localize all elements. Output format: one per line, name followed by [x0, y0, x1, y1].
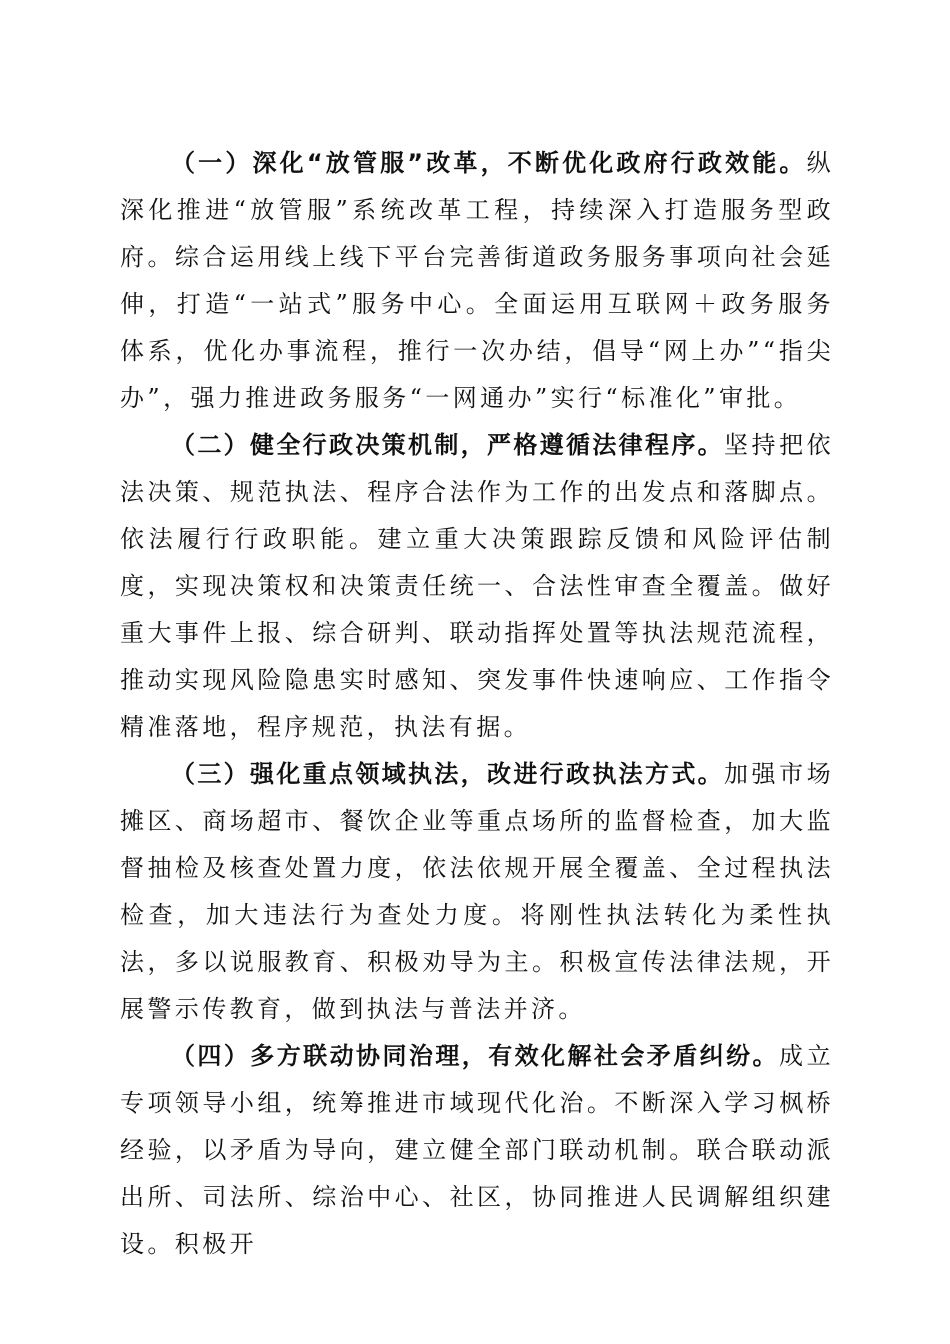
paragraph-4-body: 成立专项领导小组，统筹推进市域现代化治。不断深入学习枫桥经验，以矛盾为导向，建立健全部门联动机制。联合联动派出所、司法所、综治中心、社区，协同推进人民调解组织建设。积极开: [120, 1042, 834, 1258]
paragraph-1-body: 纵深化推进“放管服”系统改革工程，持续深入打造服务型政府。综合运用线上线下平台完善街道政务服务事项向社会延伸，打造“一站式”服务中心。全面运用互联网＋政务服务体系，优化办事流程，推行一次办结，倡导“网上办”“指尖办”，强力推进政务服务“一网通办”实行“标准化”审批。: [120, 149, 834, 412]
paragraph-1: [120, 140, 834, 422]
paragraph-3-body: 加强市场摊区、商场超市、餐饮企业等重点场所的监督检查，加大监督抽检及核查处置力度，依法依规开展全覆盖、全过程执法检查，加大违法行为查处力度。将刚性执法转化为柔性执法，多以说服教育、积极劝导为主。积极宣传法律法规，开展警示传教育，做到执法与普法并济。: [120, 760, 834, 1023]
paragraph-3-heading: （三）强化重点领域执法，改进行政执法方式。: [171, 760, 724, 788]
document-body: [120, 140, 834, 1268]
paragraph-2: [120, 422, 834, 751]
paragraph-4-heading: （四）多方联动协同治理，有效化解社会矛盾纠纷。: [171, 1042, 779, 1070]
paragraph-3: [120, 751, 834, 1033]
paragraph-1-heading: （一）深化“放管服”改革，不断优化政府行政效能。: [171, 149, 807, 177]
paragraph-2-heading: （二）健全行政决策机制，严格遵循法律程序。: [171, 431, 724, 459]
paragraph-2-body: 坚持把依法决策、规范执法、程序合法作为工作的出发点和落脚点。依法履行行政职能。建立重大决策跟踪反馈和风险评估制度，实现决策权和决策责任统一、合法性审查全覆盖。做好重大事件上报、综合研判、联动指挥处置等执法规范流程，推动实现风险隐患实时感知、突发事件快速响应、工作指令精准落地，程序规范，执法有据。: [120, 431, 834, 741]
paragraph-4: [120, 1033, 834, 1268]
